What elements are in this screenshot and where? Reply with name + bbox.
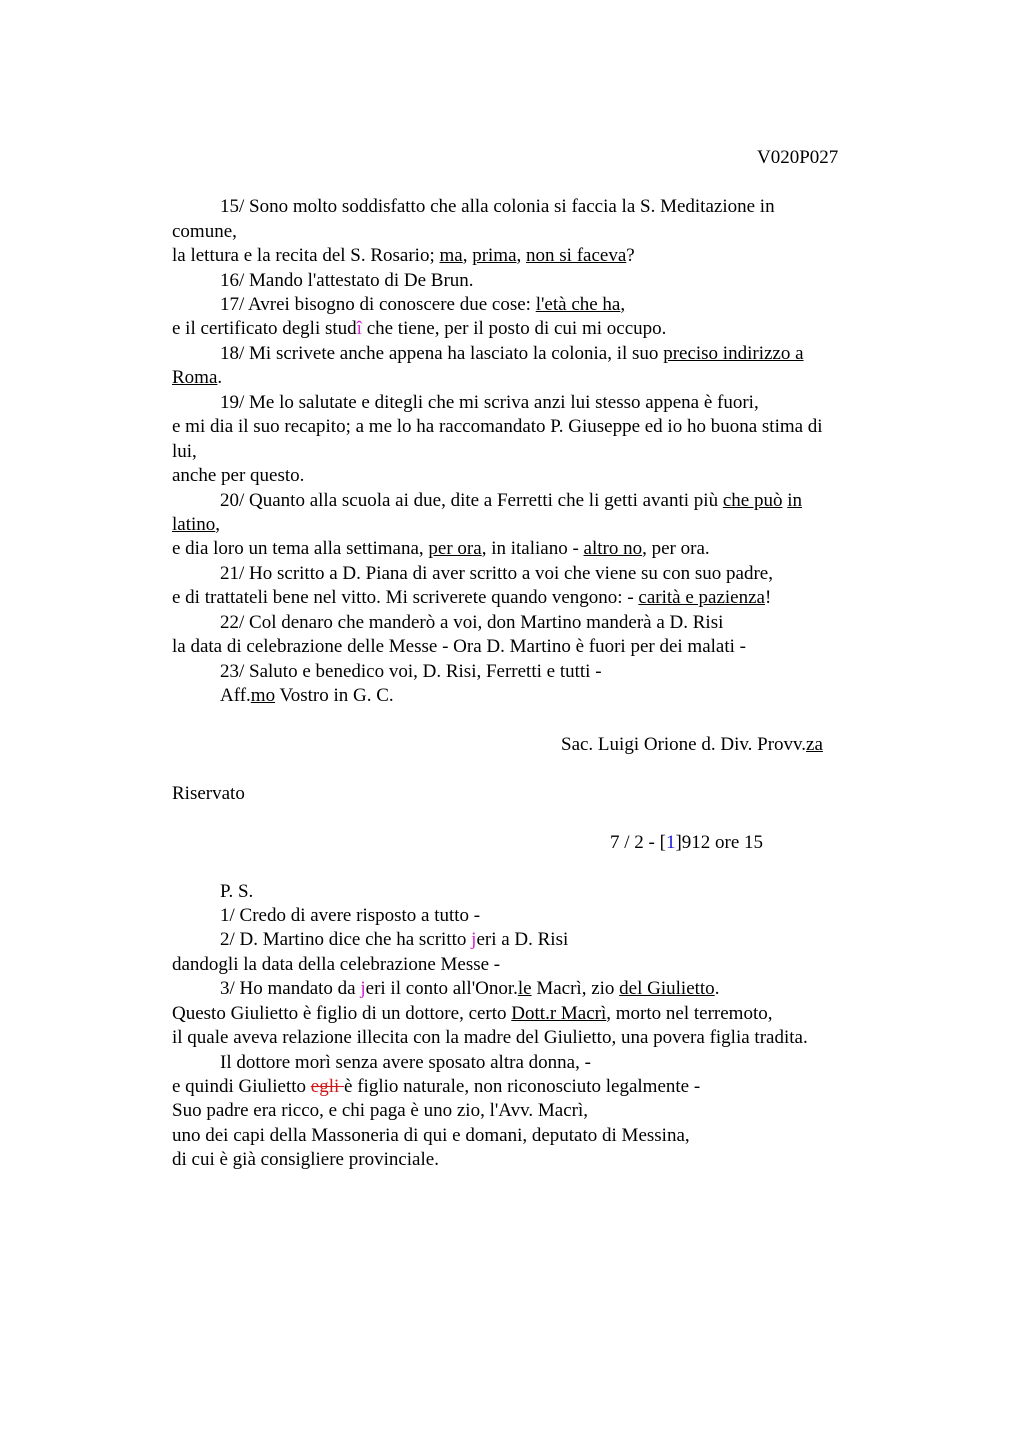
letter-text: ! — [764, 587, 772, 608]
letter-line — [172, 244, 635, 268]
ps-text: 2/ D. Martino dice che ha scritto — [220, 929, 472, 950]
struck-through-text: egli — [310, 1076, 345, 1097]
signature-text: Sac. Luigi Orione d. Div. Provv. — [561, 734, 807, 755]
underlined-text: preciso indirizzo a — [663, 343, 804, 364]
ps-text: dandogli la data della celebrazione Messe - — [172, 954, 501, 975]
ps-line — [172, 1099, 588, 1123]
letter-text: 16/ Mando l'attestato di De Brun. — [220, 270, 474, 291]
letter-text: e di trattateli bene nel vitto. Mi scriverete quando vengono: - — [172, 587, 639, 608]
letter-line — [220, 562, 773, 586]
letter-text: lui, — [172, 441, 197, 462]
letter-line — [220, 195, 775, 219]
letter-text: 23/ Saluto e benedico voi, D. Risi, Ferretti e tutti - — [220, 661, 602, 682]
ps-text: uno dei capi della Massoneria di qui e domani, deputato di Messina, — [172, 1125, 690, 1146]
ps-text: Questo Giulietto è figlio di un dottore, certo — [172, 1003, 512, 1024]
underlined-text: che può — [722, 490, 783, 511]
ps-line — [172, 1002, 773, 1026]
signature — [561, 733, 823, 757]
ps-text: . — [714, 978, 720, 999]
ps-text: 3/ Ho mandato da — [220, 978, 361, 999]
ps-line — [220, 977, 719, 1001]
underlined-text: Dott.r Macrì — [511, 1003, 607, 1024]
date-text: ]912 ore 15 — [675, 832, 764, 853]
letter-text: ? — [626, 245, 635, 266]
ps-title-text: P. S. — [220, 881, 254, 902]
ps-line — [172, 1075, 700, 1099]
ps-text: Il dottore morì senza avere sposato altra donna, - — [220, 1052, 591, 1073]
letter-text: 18/ Mi scrivete anche appena ha lasciato la colonia, il suo — [220, 343, 664, 364]
letter-text: e dia loro un tema alla settimana, — [172, 538, 429, 559]
ps-line — [172, 953, 500, 977]
editorial-correction: j — [360, 978, 366, 999]
letter-text: anche per questo. — [172, 465, 305, 486]
letter-line — [172, 537, 710, 561]
underlined-text: , — [620, 294, 626, 315]
ps-text: e quindi Giulietto — [172, 1076, 311, 1097]
underlined-text: latino — [172, 514, 216, 535]
letter-line — [172, 415, 823, 439]
letter-text: , in italiano - — [481, 538, 584, 559]
closing-line — [220, 684, 394, 708]
letter-text: 15/ Sono molto soddisfatto che alla colonia si faccia la S. Meditazione in — [220, 196, 775, 217]
reserved-label — [172, 782, 245, 806]
letter-text: la data di celebrazione delle Messe - Ora D. Martino è fuori per dei malati - — [172, 636, 746, 657]
letter-line — [172, 513, 220, 537]
letter-line — [172, 586, 771, 610]
ps-title — [220, 880, 253, 904]
letter-line — [220, 489, 802, 513]
ps-text: , morto nel terremoto, — [606, 1003, 773, 1024]
ps-text: Suo padre era ricco, e chi paga è uno zio, l'Avv. Macrì, — [172, 1100, 588, 1121]
page-reference-text: V020P027 — [757, 147, 839, 168]
letter-text: , — [516, 245, 527, 266]
underlined-text: carità e pazienza — [638, 587, 765, 608]
letter-line — [220, 391, 759, 415]
underlined-text: non si faceva — [526, 245, 627, 266]
letter-text: 19/ Me lo salutate e ditegli che mi scriva anzi lui stesso appena è fuori, — [220, 392, 759, 413]
letter-text: , — [215, 514, 221, 535]
ps-line — [220, 904, 480, 928]
ps-text: è figlio naturale, non riconosciuto legalmente - — [344, 1076, 701, 1097]
underlined-text: Roma — [172, 367, 218, 388]
letter-text: , — [462, 245, 473, 266]
underlined-text: in — [787, 490, 802, 511]
ps-line — [172, 1026, 808, 1050]
editorial-insertion: 1 — [665, 832, 676, 853]
letter-text: 22/ Col denaro che manderò a voi, don Martino manderà a D. Risi — [220, 612, 724, 633]
underlined-text: prima — [472, 245, 517, 266]
letter-text: . — [217, 367, 223, 388]
letter-text: la lettura e la recita del S. Rosario; — [172, 245, 440, 266]
ps-text: eri il conto all'Onor. — [365, 978, 518, 999]
letter-text: , per ora. — [642, 538, 710, 559]
underlined-text: del Giulietto — [619, 978, 715, 999]
date-line — [610, 831, 763, 855]
letter-line — [172, 440, 197, 464]
letter-text: e mi dia il suo recapito; a me lo ha raccomandato P. Giuseppe ed io ho buona stima di — [172, 416, 823, 437]
underlined-text: le — [517, 978, 532, 999]
ps-text: di cui è già consigliere provinciale. — [172, 1149, 439, 1170]
underlined-text: za — [806, 734, 823, 755]
underlined-text: mo — [250, 685, 276, 706]
underlined-text: ma — [439, 245, 463, 266]
letter-line — [172, 464, 304, 488]
letter-text: 17/ Avrei bisogno di conoscere due cose: — [220, 294, 536, 315]
ps-text: Macrì, zio — [531, 978, 620, 999]
letter-line — [172, 366, 222, 390]
letter-line — [172, 317, 666, 341]
underlined-text: altro no — [583, 538, 643, 559]
underlined-text: l'età che ha — [535, 294, 621, 315]
ps-text: il quale aveva relazione illecita con la madre del Giulietto, una povera figlia tradita. — [172, 1027, 808, 1048]
letter-line — [220, 342, 804, 366]
letter-text: 21/ Ho scritto a D. Piana di aver scritto a voi che viene su con suo padre, — [220, 563, 773, 584]
ps-line — [172, 1124, 690, 1148]
letter-line — [220, 269, 474, 293]
ps-line — [172, 1148, 439, 1172]
ps-text: 1/ Credo di avere risposto a tutto - — [220, 905, 481, 926]
reserved-text: Riservato — [172, 783, 245, 804]
editorial-correction: î — [356, 318, 362, 339]
letter-text: Aff. — [220, 685, 251, 706]
letter-text: comune, — [172, 221, 237, 242]
ps-text: eri a D. Risi — [476, 929, 569, 950]
ps-line — [220, 928, 568, 952]
letter-text: Vostro in G. C. — [275, 685, 394, 706]
date-text: 7 / 2 - [ — [610, 832, 666, 853]
editorial-correction: j — [471, 929, 477, 950]
letter-line — [220, 611, 723, 635]
letter-line — [220, 293, 625, 317]
letter-text: che tiene, per il posto di cui mi occupo. — [361, 318, 667, 339]
letter-line — [220, 660, 602, 684]
page-reference — [757, 146, 838, 170]
underlined-text: per ora — [428, 538, 482, 559]
ps-line — [220, 1051, 591, 1075]
letter-text: 20/ Quanto alla scuola ai due, dite a Ferretti che li getti avanti più — [220, 490, 723, 511]
letter-line — [172, 220, 237, 244]
letter-text: e il certificato degli stud — [172, 318, 357, 339]
letter-line — [172, 635, 746, 659]
